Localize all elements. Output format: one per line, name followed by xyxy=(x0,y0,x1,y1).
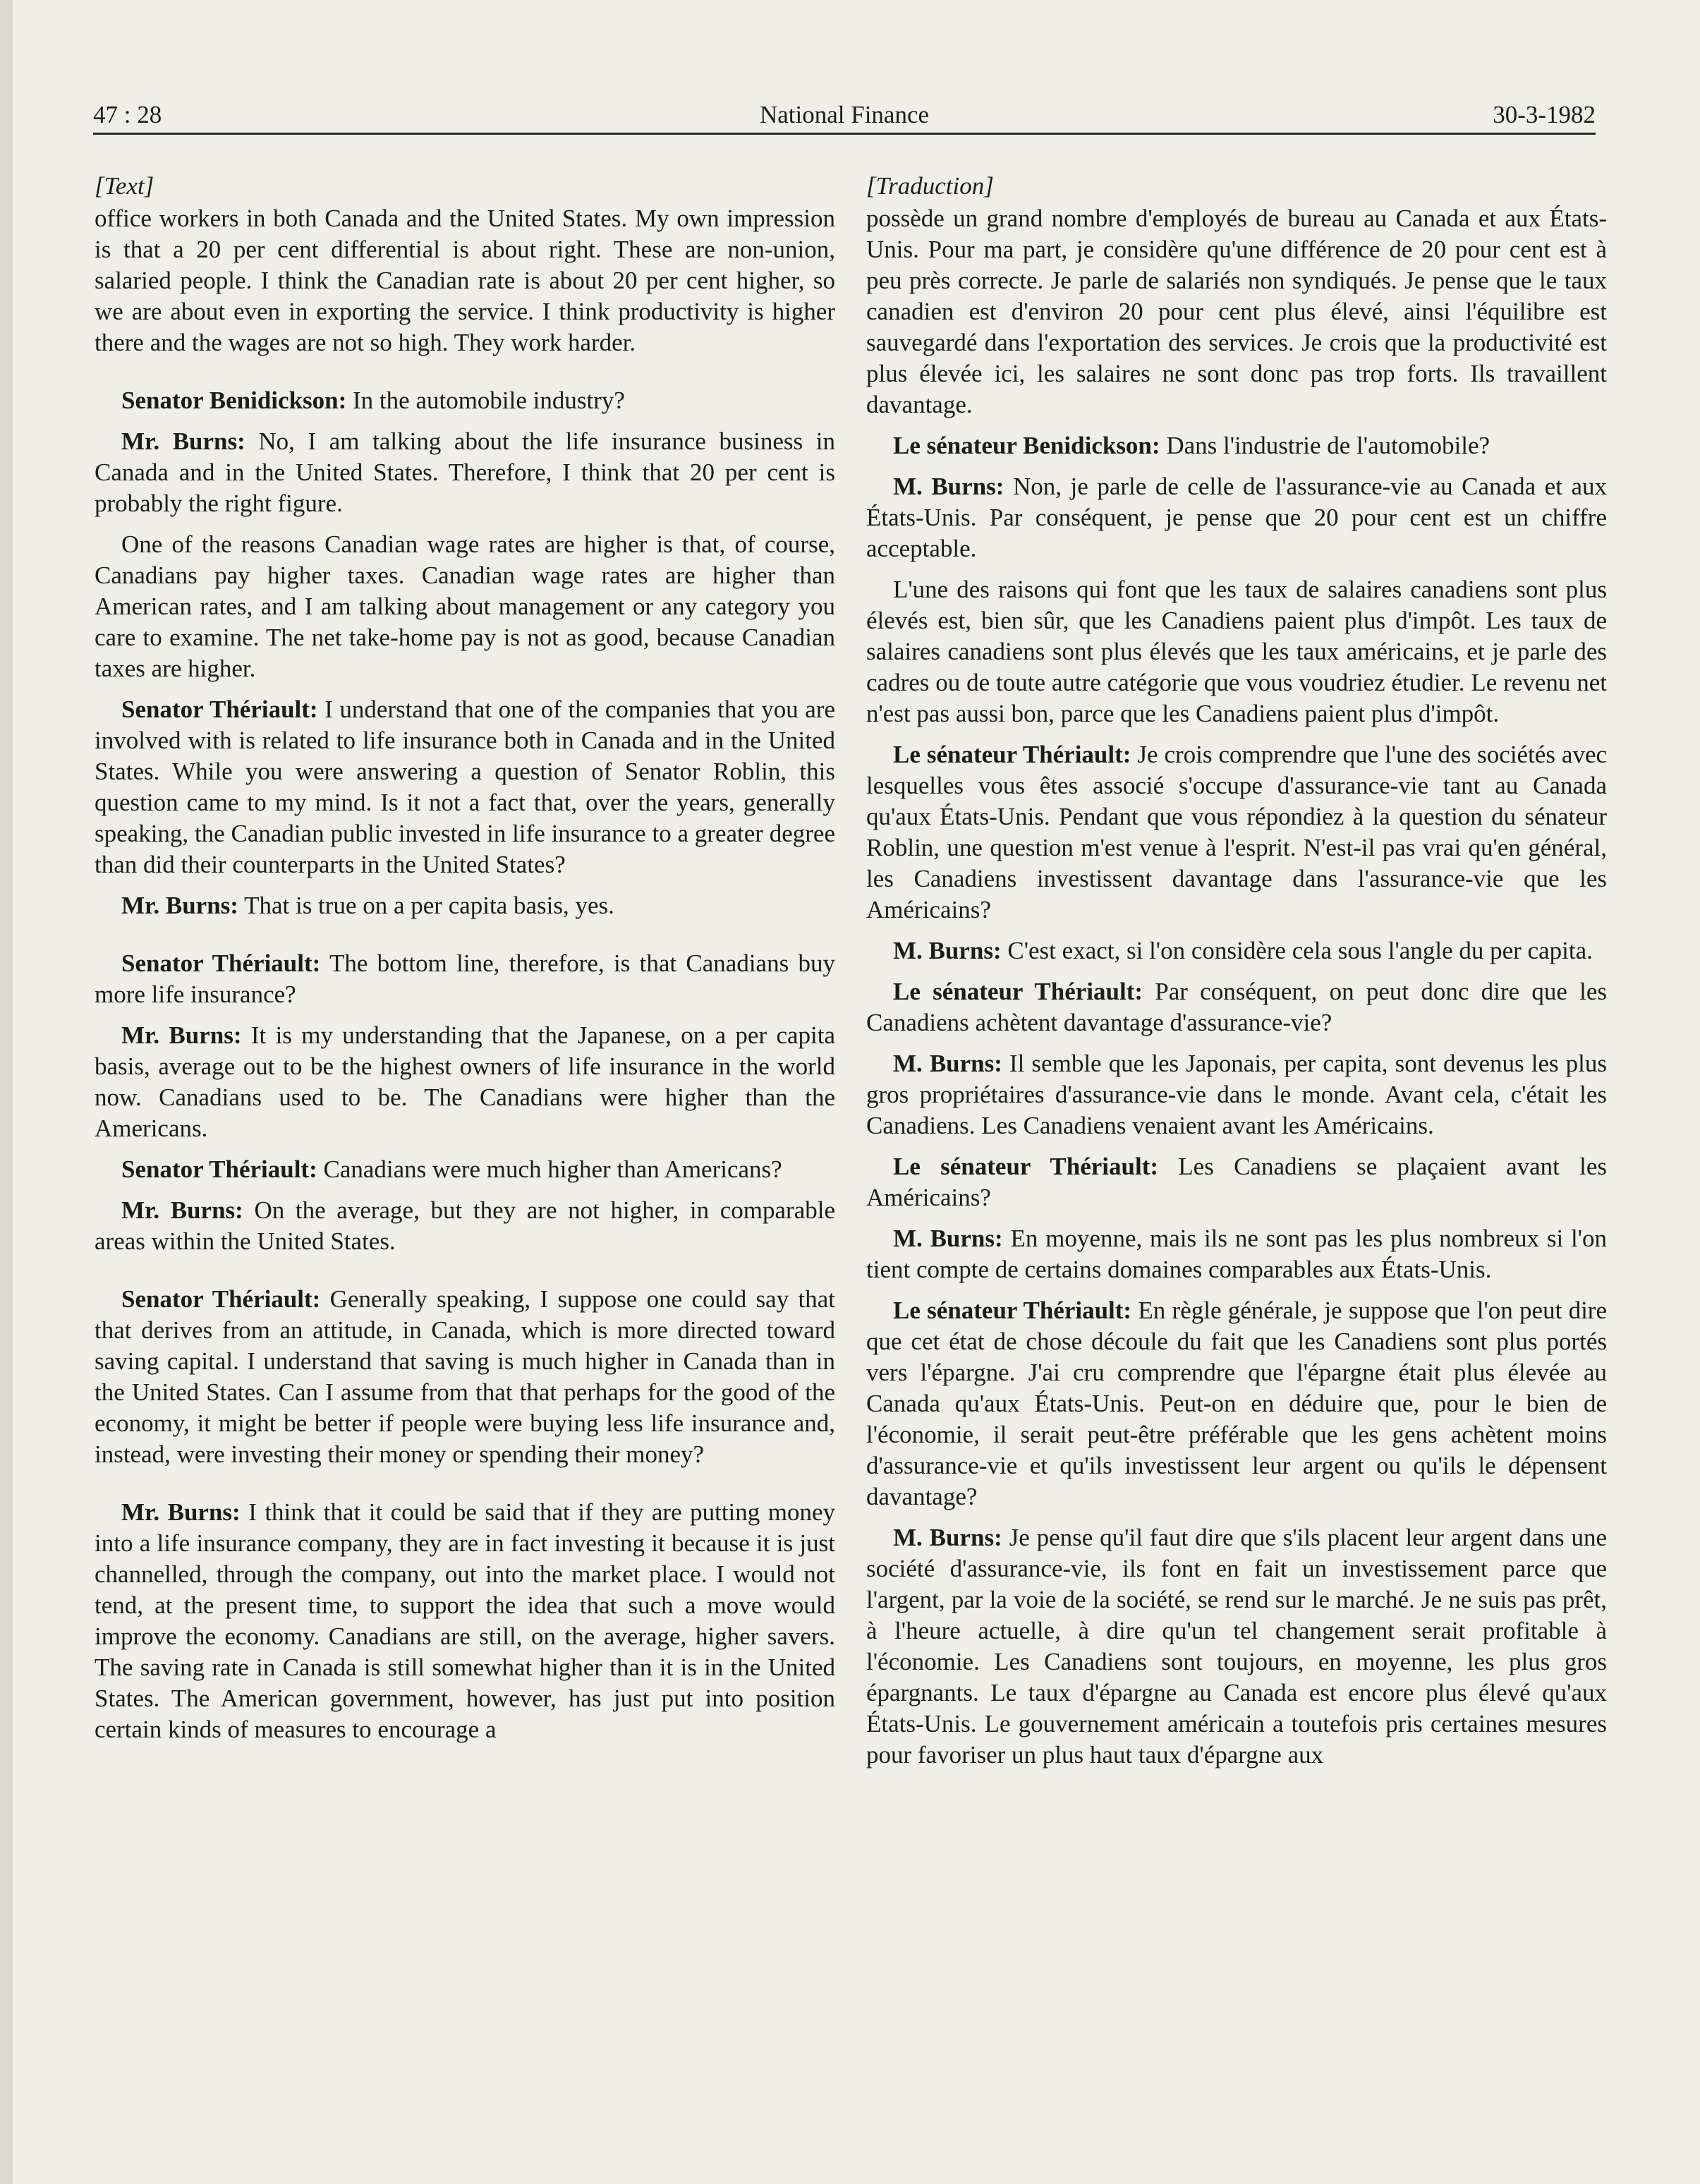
speaker-name: M. Burns: xyxy=(893,473,1004,500)
speaker-name: Mr. Burns: xyxy=(121,1498,241,1526)
paragraph xyxy=(95,1154,835,1185)
paragraph-text: Les Canadiens se plaçaient avant les Américains? xyxy=(866,1153,1607,1211)
paragraph-text: Generally speaking, I suppose one could say that that derives from an attitude, in Canada, which is more directed toward saving capital. I understand that saving is much higher in Canada than in the United States. Can I assume from that that perhaps for the good of the economy, it might be better if people were buying less life insurance and, instead, were investing their money or spending their money? xyxy=(95,1285,836,1468)
paragraph-text: That is true on a per capita basis, yes. xyxy=(244,892,614,919)
paragraph-text: The bottom line, therefore, is that Canadians buy more life insurance? xyxy=(95,950,836,1008)
speaker-name: Senator Thériault: xyxy=(121,1285,321,1313)
paragraph-text: Je pense qu'il faut dire que s'ils placent leur argent dans une société d'assurance-vie, ils font en fait un investissement parce que l'argent, par la voie de la société, se rend sur le marché. Je ne suis pas prêt, à l'heure actuelle, à dire qu'un tel changement serait profitable à l'économie. Les Canadiens sont toujours, en moyenne, les plus gros épargnants. Le taux d'épargne au Canada est encore plus élevé qu'aux États-Unis. Le gouvernement américain a toutefois pris certaines mesures pour favoriser un plus haut taux d'épargne aux xyxy=(866,1524,1608,1769)
speaker-name: Senator Thériault: xyxy=(121,950,321,977)
speaker-name: M. Burns: xyxy=(893,937,1002,964)
paragraph-text: possède un grand nombre d'employés de bureau au Canada et aux États-Unis. Pour ma part, je considère qu'une différence de 20 pour cent est à peu près correcte. Je parle de salariés non syndiqués. Je pense que le taux canadien est d'environ 20 pour cent plus élevé, ainsi l'équilibre est sauvegardé dans l'exportation des services. Je crois que la productivité est plus élevée ici, les salaires ne sont donc pas trop forts. Ils travaillent davantage. xyxy=(866,205,1607,418)
paragraph xyxy=(95,529,835,684)
paragraph xyxy=(866,976,1607,1038)
paragraph xyxy=(95,385,835,416)
paragraph xyxy=(866,574,1607,729)
paragraph-text: Je crois comprendre que l'une des sociétés avec lesquelles vous êtes associé s'occupe d'assurance-vie tant au Canada qu'aux États-Unis. Pendant que vous répondiez à la question du sénateur Roblin, une question m'est venue à l'esprit. N'est-il pas vrai qu'en général, les Canadiens investissent davantage dans l'assurance-vie que les Américains? xyxy=(866,741,1608,923)
paragraph xyxy=(95,694,835,880)
speaker-name: M. Burns: xyxy=(893,1225,1003,1252)
page-number: 47 : 28 xyxy=(93,101,162,128)
french-column xyxy=(866,171,1607,1771)
paragraph-text: One of the reasons Canadian wage rates are higher is that, of course, Canadians pay higher taxes. Canadian wage rates are higher than American rates, and I am talking about management or any category you care to examine. The net take-home pay is not as good, because Canadian taxes are higher. xyxy=(95,530,835,682)
paragraph xyxy=(95,1195,835,1257)
speaker-name: Mr. Burns: xyxy=(121,427,245,455)
paragraph xyxy=(95,1284,835,1470)
paragraph xyxy=(866,935,1607,966)
publication-title: National Finance xyxy=(759,101,930,128)
speaker-name: Le sénateur Benidickson: xyxy=(893,432,1160,459)
paragraph xyxy=(95,890,835,921)
speaker-name: Mr. Burns: xyxy=(121,1021,242,1049)
paragraph xyxy=(866,1522,1607,1771)
speaker-name: Senator Thériault: xyxy=(121,696,318,723)
paragraph xyxy=(95,1020,835,1144)
paragraph-text: In the automobile industry? xyxy=(353,387,625,414)
page-edge-shadow xyxy=(0,0,13,2184)
paragraph xyxy=(95,948,835,1010)
header-rule xyxy=(93,133,1596,135)
paragraph-text: I understand that one of the companies that you are involved with is related to life insurance both in Canada and in the United States. While you were answering a question of Senator Roblin, this question came to my mind. Is it not a fact that, over the years, generally speaking, the Canadian public invested in life insurance to a greater degree than did their counterparts in the United States? xyxy=(95,696,836,878)
speaker-name: Senator Thériault: xyxy=(121,1155,317,1183)
paragraph xyxy=(95,203,835,358)
speaker-name: Mr. Burns: xyxy=(121,892,238,919)
paragraph-text: Canadians were much higher than Americans? xyxy=(323,1155,782,1183)
paragraph-text: En moyenne, mais ils ne sont pas les plus nombreux si l'on tient compte de certains domaines comparables aux États-Unis. xyxy=(866,1225,1608,1283)
language-tag: [Traduction] xyxy=(866,172,994,200)
paragraph xyxy=(866,430,1607,461)
paragraph xyxy=(95,426,835,519)
speaker-name: Le sénateur Thériault: xyxy=(893,741,1131,768)
paragraph-text: Il semble que les Japonais, per capita, sont devenus les plus gros propriétaires d'assurance-vie dans le monde. Avant cela, c'était les Canadiens. Les Canadiens venaient avant les Américains. xyxy=(866,1050,1608,1139)
paragraph-text: L'une des raisons qui font que les taux de salaires canadiens sont plus élevés est, bien sûr, que les Canadiens paient plus d'impôt. Les taux de salaires canadiens sont plus élevés que les taux américains, et je parle des cadres ou de toute autre catégorie que vous voudriez étudier. Le revenu net n'est pas aussi bon, parce que les Canadiens paient plus d'impôt. xyxy=(866,576,1607,727)
paragraph xyxy=(866,1223,1607,1285)
publication-date: 30-3-1982 xyxy=(1493,101,1596,128)
speaker-name: M. Burns: xyxy=(893,1050,1002,1077)
speaker-name: Le sénateur Thériault: xyxy=(893,1297,1132,1324)
paragraph-text: office workers in both Canada and the United States. My own impression is that a 20 per cent differential is about right. These are non-union, salaried people. I think the Canadian rate is about 20 per cent higher, so we are about even in exporting the service. I think productivity is higher there and the wages are not so high. They work harder. xyxy=(95,205,835,356)
running-header xyxy=(93,97,1596,133)
paragraph-text: C'est exact, si l'on considère cela sous l'angle du per capita. xyxy=(1007,937,1593,964)
speaker-name: Le sénateur Thériault: xyxy=(893,978,1143,1005)
speaker-name: Le sénateur Thériault: xyxy=(893,1153,1159,1180)
paragraph-text: No, I am talking about the life insurance business in Canada and in the United States. Therefore, I think that 20 per cent is probably the right figure. xyxy=(95,427,835,517)
paragraph-text: Par conséquent, on peut donc dire que les Canadiens achètent davantage d'assurance-vie? xyxy=(866,978,1607,1036)
speaker-name: M. Burns: xyxy=(893,1524,1002,1551)
paragraph-text: I think that it could be said that if they are putting money into a life insurance company, they are in fact investing it because it is just channelled, through the company, out into the market place. I would not tend, at the present time, to support the idea that such a move would improve the economy. Canadians are still, on the average, higher savers. The saving rate in Canada is still somewhat higher than it is in the United States. The American government, however, has just put into position certain kinds of measures to encourage a xyxy=(95,1498,836,1743)
speaker-name: Mr. Burns: xyxy=(121,1196,243,1224)
paragraph-text: On the average, but they are not higher, in comparable areas within the United States. xyxy=(95,1196,835,1255)
paragraph xyxy=(866,471,1607,564)
paragraph xyxy=(866,739,1607,926)
paragraph xyxy=(95,1497,835,1745)
paragraph-text: Dans l'industrie de l'automobile? xyxy=(1166,432,1490,459)
english-column xyxy=(95,171,835,1745)
paragraph-text: It is my understanding that the Japanese, on a per capita basis, average out to be the highest owners of life insurance in the world now. Canadians used to be. The Canadians were higher than the Americans. xyxy=(95,1021,836,1142)
language-tag: [Text] xyxy=(95,172,154,200)
speaker-name: Senator Benidickson: xyxy=(121,387,347,414)
paragraph-text: En règle générale, je suppose que l'on peut dire que cet état de chose découle du fait que les Canadiens sont plus portés vers l'épargne. J'ai cru comprendre que l'épargne était plus élevée au Canada qu'aux États-Unis. Peut-on en déduire que, pour le bien de l'économie, il serait peut-être préférable que les gens achètent moins d'assurance-vie et qu'ils investissent leur argent ou qu'ils le dépensent davantage? xyxy=(866,1297,1607,1510)
paragraph xyxy=(866,1151,1607,1213)
paragraph xyxy=(866,1295,1607,1512)
paragraph xyxy=(866,1048,1607,1141)
paragraph-text: Non, je parle de celle de l'assurance-vie au Canada et aux États-Unis. Par conséquent, je pense que 20 pour cent est un chiffre acceptable. xyxy=(866,473,1607,562)
paragraph xyxy=(866,203,1607,420)
